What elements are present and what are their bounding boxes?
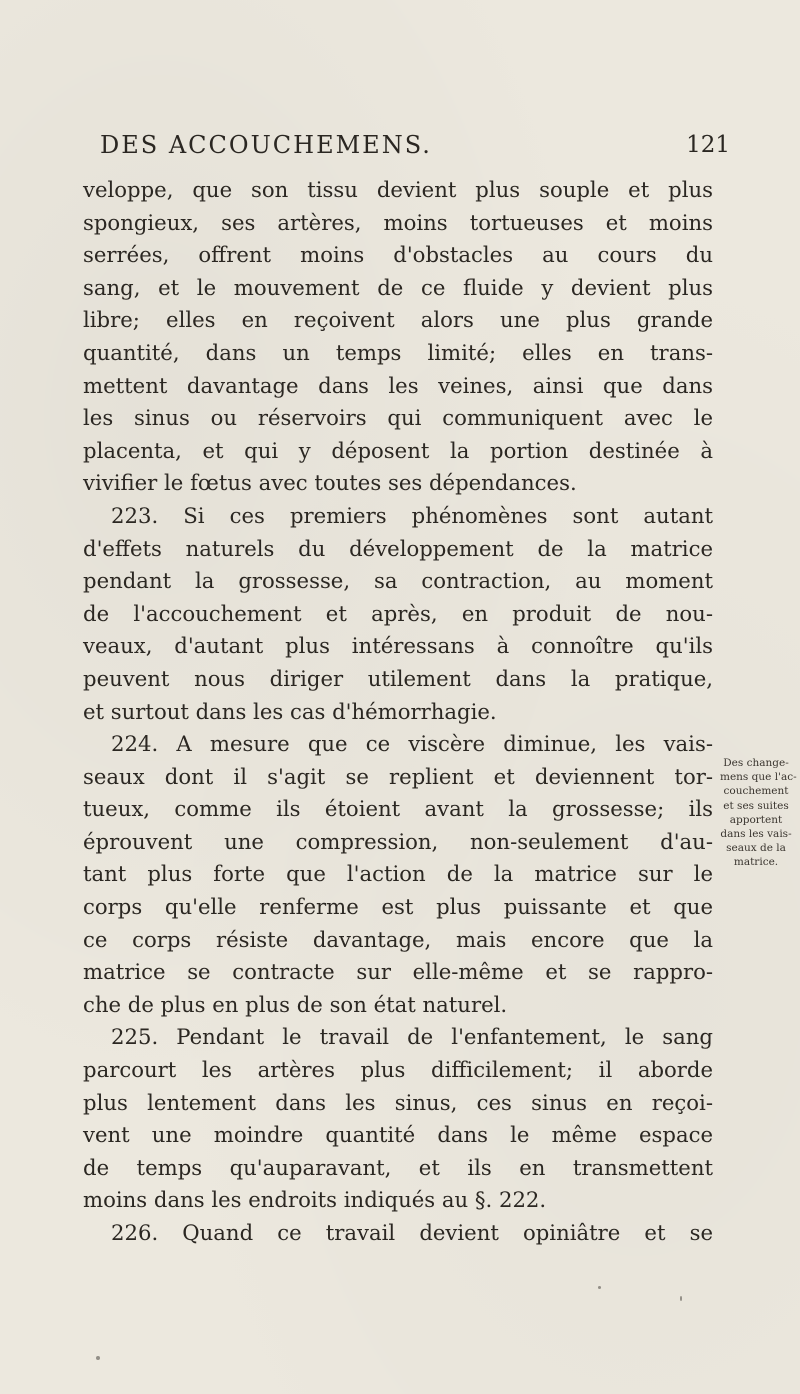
- paragraph-225-start: 225. Pendant le travail de l'enfantement, le sang: [111, 1024, 713, 1050]
- marginal-note-line: Des change-: [723, 757, 789, 769]
- page-number: 121: [686, 132, 730, 158]
- text-line: corps qu'elle renferme est plus puissante et que: [83, 894, 713, 920]
- text-line: matrice se contracte sur elle-même et se rappro-: [83, 959, 713, 985]
- text-line: vivifier le fœtus avec toutes ses dépendances.: [83, 470, 577, 496]
- marginal-note-line: dans les vais-: [720, 828, 792, 841]
- text-line: peuvent nous diriger utilement dans la pratique,: [83, 665, 713, 691]
- text-line: mettent davantage dans les veines, ainsi que dans: [83, 372, 713, 398]
- text-line: che de plus en plus de son état naturel.: [83, 991, 508, 1017]
- marginal-note: [720, 756, 797, 870]
- marginal-note-line: mens que l'ac-: [720, 771, 797, 784]
- text-line: et surtout dans les cas d'hémorrhagie.: [83, 698, 497, 724]
- text-line: de l'accouchement et après, en produit de nou-: [83, 600, 713, 626]
- text-line: veloppe, que son tissu devient plus souple et plus: [83, 177, 713, 202]
- marginal-note-line: matrice.: [733, 856, 779, 869]
- body-text: [83, 174, 713, 1250]
- text-line: plus lentement dans les sinus, ces sinus en reçoi-: [83, 1089, 713, 1115]
- text-line: éprouvent une compression, non-seulement d'au-: [83, 828, 713, 854]
- marginal-note-line: et ses suites: [723, 799, 789, 812]
- running-head: DES ACCOUCHEMENS.: [100, 131, 432, 159]
- text-line: les sinus ou réservoirs qui communiquent avec le: [83, 405, 713, 431]
- text-line: ce corps résiste davantage, mais encore que la: [83, 926, 713, 952]
- paragraph-224-start: 224. A mesure que ce viscère diminue, les vais-: [111, 731, 713, 757]
- text-line: quantité, dans un temps limité; elles en trans-: [83, 339, 713, 365]
- paragraph-223-start: 223. Si ces premiers phénomènes sont autant: [111, 502, 713, 528]
- text-line: tueux, comme ils étoient avant la grossesse; ils: [83, 796, 713, 822]
- text-line: moins dans les endroits indiqués au §. 222.: [83, 1187, 547, 1213]
- text-line: placenta, et qui y déposent la portion destinée à: [83, 437, 713, 463]
- text-line: serrées, offrent moins d'obstacles au cours du: [83, 242, 713, 268]
- paragraph-226-start: 226. Quand ce travail devient opiniâtre et se: [111, 1220, 713, 1245]
- text-line: parcourt les artères plus difficilement; il aborde: [83, 1057, 713, 1083]
- paper-speck: [598, 1286, 601, 1289]
- text-line: vent une moindre quantité dans le même espace: [83, 1122, 713, 1148]
- text-line: pendant la grossesse, sa contraction, au moment: [83, 568, 713, 594]
- text-line: de temps qu'auparavant, et ils en transmettent: [83, 1154, 713, 1180]
- marginal-note-line: couchement: [723, 785, 789, 798]
- paper-speck: [680, 1296, 682, 1301]
- text-line: d'effets naturels du développement de la matrice: [83, 535, 713, 561]
- text-line: sang, et le mouvement de ce fluide y devient plus: [83, 274, 713, 300]
- text-line: spongieux, ses artères, moins tortueuses et moins: [83, 209, 713, 235]
- page-header: [100, 130, 730, 160]
- paper-speck: [96, 1356, 100, 1360]
- marginal-note-line: apportent: [729, 813, 783, 826]
- marginal-note-line: seaux de la: [726, 842, 786, 855]
- text-line: veaux, d'autant plus intéressans à connoître qu'ils: [83, 633, 713, 659]
- text-line: seaux dont il s'agit se replient et deviennent tor-: [83, 763, 713, 789]
- text-line: tant plus forte que l'action de la matrice sur le: [83, 861, 713, 887]
- text-line: libre; elles en reçoivent alors une plus grande: [83, 307, 713, 333]
